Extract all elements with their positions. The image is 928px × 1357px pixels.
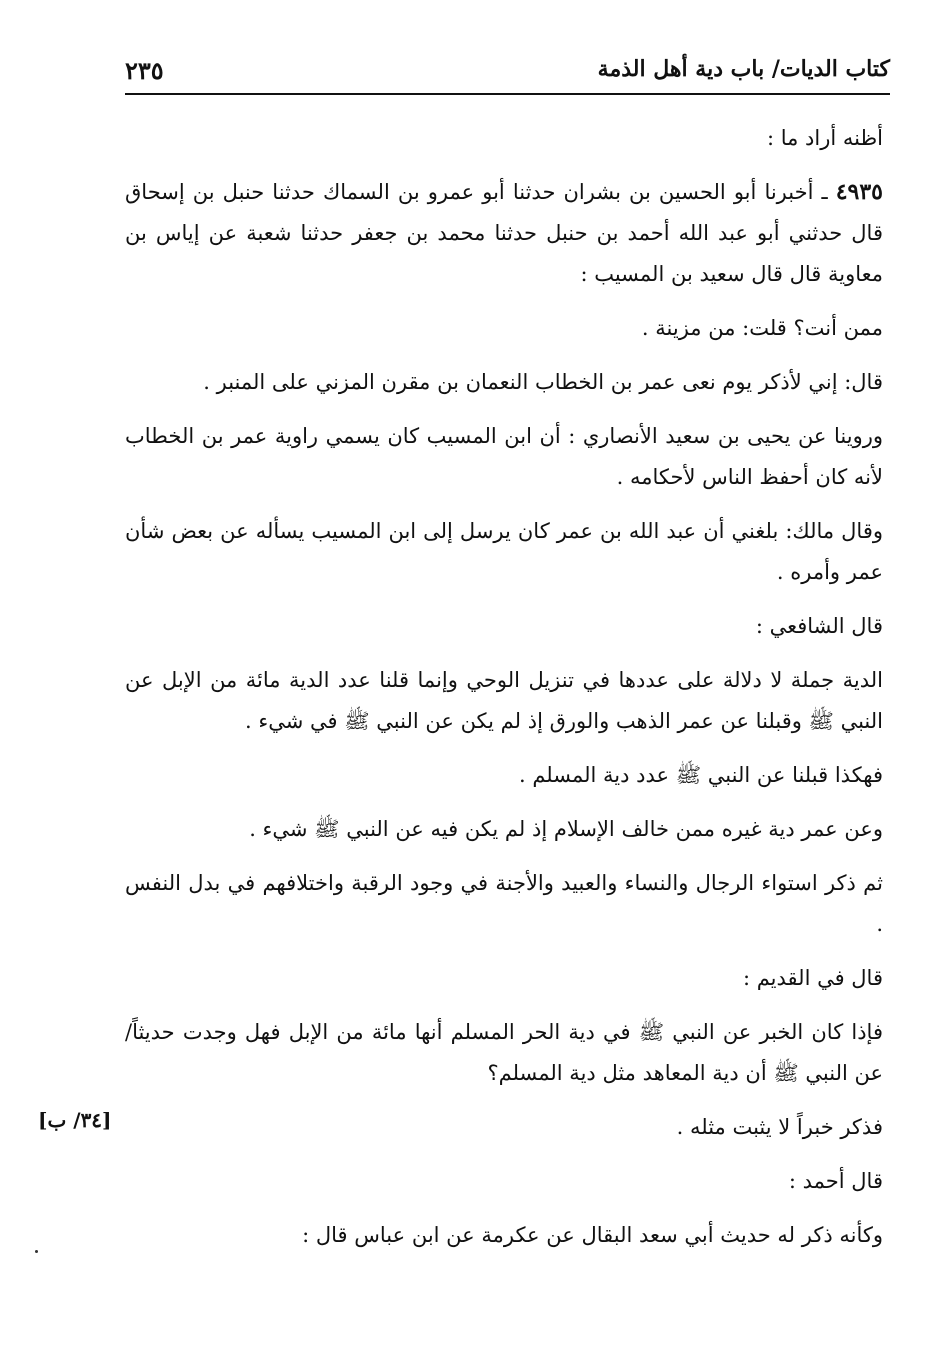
paragraph: قال في القديم :	[742, 966, 883, 990]
paragraph: فهكذا قبلنا عن النبي ﷺ عدد دية المسلم .	[518, 763, 883, 787]
paragraph: قال أحمد :	[788, 1169, 883, 1193]
scan-speck	[35, 1250, 38, 1253]
header-rule	[125, 93, 890, 95]
paragraph: قال: إني لأذكر يوم نعى عمر بن الخطاب النعمان بن مقرن المزني على المنبر .	[203, 370, 883, 394]
hadith-text: ـ أخبرنا أبو الحسين بن بشران حدثنا أبو عمرو بن السماك حدثنا حنبل بن إسحاق قال حدثني أبو عبد الله أحمد بن حنبل حدثنا محمد بن جعفر حدثنا شعبة عن إياس بن معاوية قال قال سعيد بن المسيب :	[125, 180, 883, 286]
paragraph: وكأنه ذكر له حديث أبي سعد البقال عن عكرمة عن ابن عباس قال :	[302, 1223, 883, 1247]
paragraph: قال الشافعي :	[755, 614, 883, 638]
paragraph: وعن عمر دية غيره ممن خالف الإسلام إذ لم يكن فيه عن النبي ﷺ شيء .	[249, 817, 883, 841]
paragraph: الدية جملة لا دلالة على عددها في تنزيل الوحي وإنما قلنا عدد الدية مائة من الإبل عن النبي ﷺ وقبلنا عن عمر الذهب والورق إذ لم يكن عن النبي ﷺ في شيء .	[125, 668, 883, 733]
page-number: ٢٣٥	[125, 56, 164, 85]
paragraph: وقال مالك: بلغني أن عبد الله بن عمر كان يرسل إلى ابن المسيب يسأله عن بعض شأن عمر وأمره .	[125, 519, 883, 584]
hadith-number: ٤٩٣٥	[835, 179, 883, 205]
paragraph: فذكر خبراً لا يثبت مثله .	[676, 1115, 883, 1139]
page-header	[125, 52, 890, 92]
paragraph: فإذا كان الخبر عن النبي ﷺ في دية الحر المسلم أنها مائة من الإبل فهل وجدت حديثاً/ عن النبي ﷺ أن دية المعاهد مثل دية المسلم؟	[125, 1020, 883, 1085]
paragraph: وروينا عن يحيى بن سعيد الأنصاري : أن ابن المسيب كان يسمي راوية عمر بن الخطاب لأنه كان أحفظ الناس لأحكامه .	[125, 424, 883, 489]
hadith-paragraph	[125, 172, 883, 295]
paragraph: أظنه أراد ما :	[766, 126, 883, 150]
manuscript-folio-note: [٣٤/ ب]	[38, 1108, 112, 1132]
paragraph: ثم ذكر استواء الرجال والنساء والعبيد والأجنة في وجود الرقبة واختلافهم في بدل النفس .	[125, 871, 883, 936]
running-title: كتاب الديات/ باب دية أهل الذمة	[597, 56, 890, 82]
main-text	[125, 118, 883, 1269]
paragraph: ممن أنت؟ قلت: من مزينة .	[641, 316, 883, 340]
